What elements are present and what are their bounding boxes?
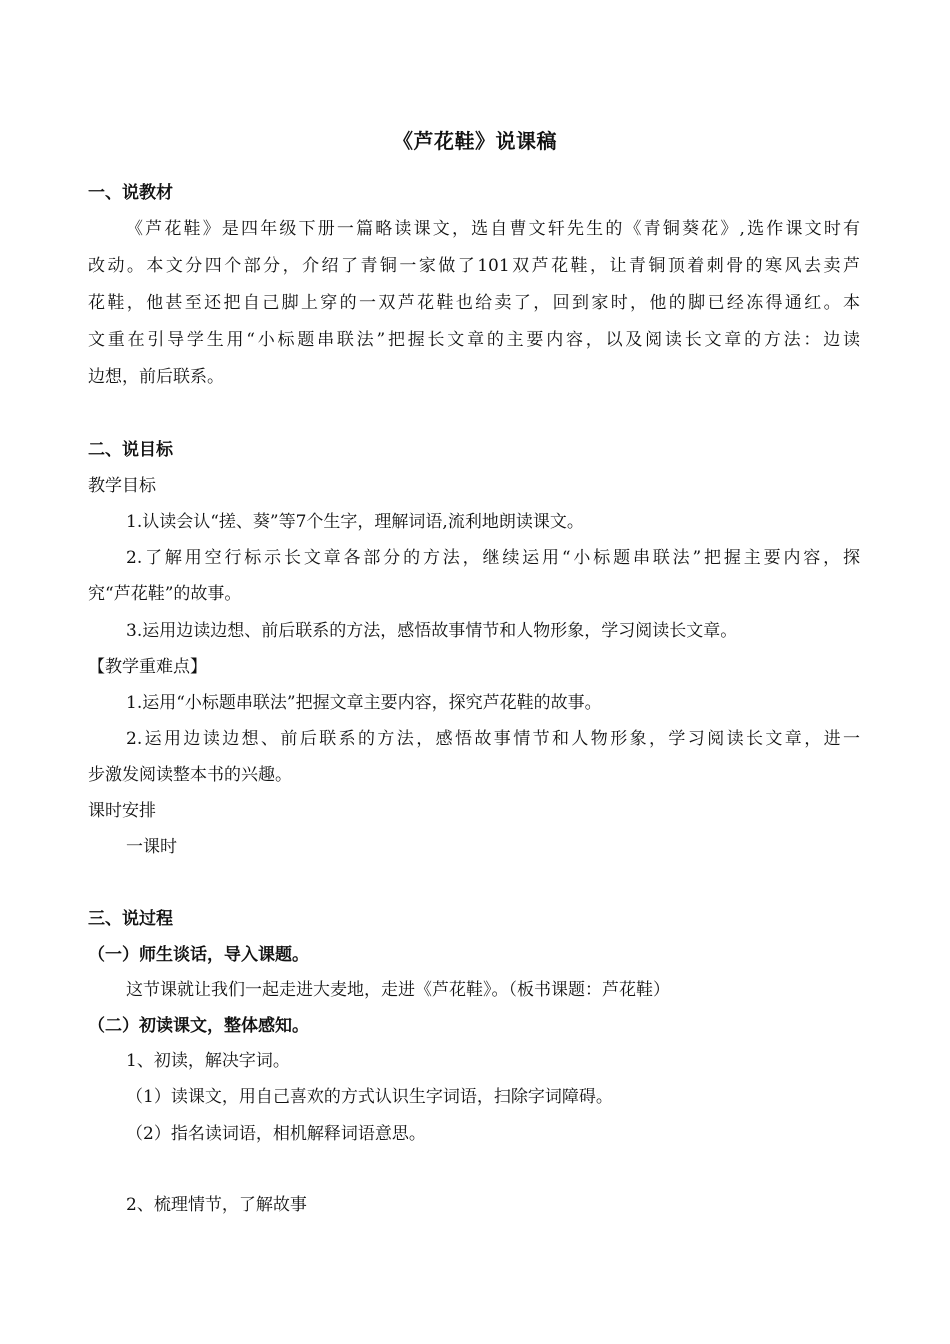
schedule-label: 课时安排 — [88, 801, 156, 821]
goal-item: 1.认读会认“搓、葵”等7个生字，理解词语,流利地朗读课文。 — [126, 512, 584, 532]
section-heading-process: 三、说过程 — [88, 909, 173, 929]
paragraph-line: 这节课就让我们一起走进大麦地，走进《芦花鞋》。（板书课题：芦花鞋） — [126, 980, 670, 1000]
subsection-heading: （一）师生谈话，导入课题。 — [88, 945, 309, 965]
document-title: 《芦花鞋》说课稿 — [393, 129, 557, 153]
step-subitem: （1）读课文，用自己喜欢的方式认识生字词语，扫除字词障碍。 — [126, 1087, 613, 1107]
step-item: 2、梳理情节，了解故事 — [126, 1195, 307, 1215]
goals-label: 教学目标 — [88, 476, 156, 496]
section-heading-goals: 二、说目标 — [88, 440, 173, 460]
key-point-item: 2.运用边读边想、前后联系的方法，感悟故事情节和人物形象，学习阅读长文章，进一 — [126, 729, 860, 749]
paragraph-line: 边想，前后联系。 — [88, 367, 224, 387]
schedule-value: 一课时 — [126, 837, 177, 857]
key-point-item: 1.运用“小标题串联法”把握文章主要内容，探究芦花鞋的故事。 — [126, 693, 602, 713]
goal-item: 3.运用边读边想、前后联系的方法，感悟故事情节和人物形象，学习阅读长文章。 — [126, 621, 738, 641]
step-item: 1、初读，解决字词。 — [126, 1051, 290, 1071]
key-points-label: 【教学重难点】 — [88, 657, 207, 677]
paragraph-line: 改动。本文分四个部分，介绍了青铜一家做了101双芦花鞋，让青铜顶着刺骨的寒风去卖芦 — [88, 256, 860, 276]
goal-item-continued: 究“芦花鞋”的故事。 — [88, 584, 242, 604]
key-point-item-continued: 步激发阅读整本书的兴趣。 — [88, 765, 292, 785]
goal-item: 2.了解用空行标示长文章各部分的方法，继续运用“小标题串联法”把握主要内容，探 — [126, 548, 860, 568]
subsection-heading: （二）初读课文，整体感知。 — [88, 1016, 309, 1036]
section-heading-textbook: 一、说教材 — [88, 183, 173, 203]
paragraph-line: 花鞋，他甚至还把自己脚上穿的一双芦花鞋也给卖了，回到家时，他的脚已经冻得通红。本 — [88, 293, 860, 313]
paragraph-line: 《芦花鞋》是四年级下册一篇略读课文，选自曹文轩先生的《青铜葵花》,选作课文时有 — [126, 219, 860, 239]
step-subitem: （2）指名读词语，相机解释词语意思。 — [126, 1124, 426, 1144]
paragraph-line: 文重在引导学生用“小标题串联法”把握长文章的主要内容，以及阅读长文章的方法：边读 — [88, 330, 860, 350]
